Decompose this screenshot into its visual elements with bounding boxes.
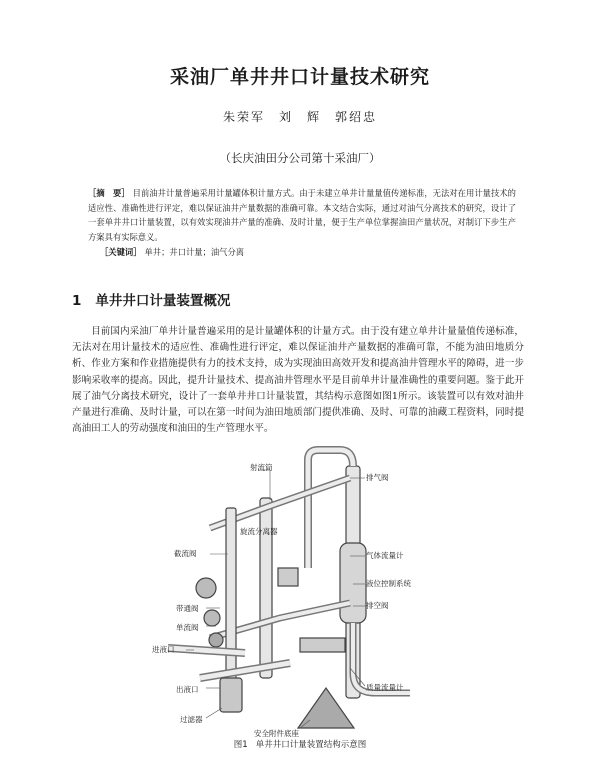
section-heading xyxy=(72,289,230,309)
paper-authors: 朱荣军 刘 辉 郭绍忠 xyxy=(222,110,377,124)
filter-body xyxy=(220,678,242,712)
label-outlet-valve: 排空阀 xyxy=(366,601,389,610)
label-check-valve: 单流阀 xyxy=(176,623,199,632)
section-title: 单井井口计量装置概况 xyxy=(95,293,231,309)
cyclone-column xyxy=(260,498,272,678)
keywords-text: 单井；井口计量；油气分离 xyxy=(144,247,245,257)
label-gas-meter: 气体流量计 xyxy=(366,551,404,560)
figure-1 xyxy=(150,438,450,738)
label-bypass-valve: 带通阀 xyxy=(176,604,199,613)
ball-valve xyxy=(196,578,216,598)
check-valve xyxy=(209,633,223,647)
keywords-tag: ［关键词］ xyxy=(100,247,142,257)
section-paragraph: 目前国内采油厂单井计量普遍采用的是计量罐体积的计量方式。由于没有建立单井计量量值传递标准，无法对在用计量技术的适应性、准确性进行评定，难以保证油井产量数据的准确可靠，不能为油田地质分析、作业方案和作业措施提供有力的技术支持，成为实现油田高效开发和提高油井管理水平的障碍，进一步影响采收率的提高。因此，提升计量技术、提高油井管理水平是目前单井计量准确性的重要问题。鉴于此开展了油气分离技术研究，设计了一套单井井口计量装置，其结构示意图如图1所示。该装置可以有效对油井产量进行准确、及时计量，可以在第一时间为油田地质部门提供准确、及时、可靠的油藏工程资料，同时提高油田工人的劳动强度和油田的生产管理水平。 xyxy=(72,326,524,435)
label-filter: 过滤器 xyxy=(180,715,203,724)
label-exhaust-valve: 排气阀 xyxy=(366,473,389,482)
label-outlet: 出液口 xyxy=(176,685,199,694)
paper-affiliation: （长庆油田分公司第十采油厂） xyxy=(219,151,381,165)
label-mass-meter: 质量流量计 xyxy=(366,683,404,692)
figure-caption-text: 单井井口计量装置结构示意图 xyxy=(255,740,367,750)
figure-caption xyxy=(0,738,600,750)
separator-tank xyxy=(340,543,366,623)
abstract-text: 目前油井计量普遍采用计量罐体积计量方式。由于未建立单井计量量值传递标准，无法对在用计量技术的适应性、准确性进行评定，难以保证油井产量数据的准确可靠。本文结合实际，通过对油气分离技术的研究，设计了一套单井井口计量装置，以有效实现油井产量的准确、及时计量，便于生产单位掌握油田产量状况，对制订下步生产方案具有实际意义。 xyxy=(88,188,516,242)
label-cyclone: 旋流分离器 xyxy=(240,527,278,536)
bypass-valve xyxy=(204,610,220,626)
section-number: 1 xyxy=(72,293,82,309)
label-level-control: 液位控制系统 xyxy=(366,579,411,588)
keywords xyxy=(100,245,516,259)
label-ball-valve: 截流阀 xyxy=(174,549,197,558)
label-inlet: 进液口 xyxy=(152,645,175,654)
label-base: 安全附件底座 xyxy=(254,729,299,738)
abstract xyxy=(88,186,516,244)
left-pipe xyxy=(226,508,236,688)
label-gas-cylinder: 射流筒 xyxy=(250,463,273,472)
paper-title: 采油厂单井井口计量技术研究 xyxy=(169,66,430,88)
gas-meter xyxy=(278,568,298,586)
mass-flow-meter xyxy=(300,638,345,652)
figure-caption-number: 图1 xyxy=(233,740,248,750)
abstract-tag: ［摘 要］ xyxy=(88,188,130,198)
